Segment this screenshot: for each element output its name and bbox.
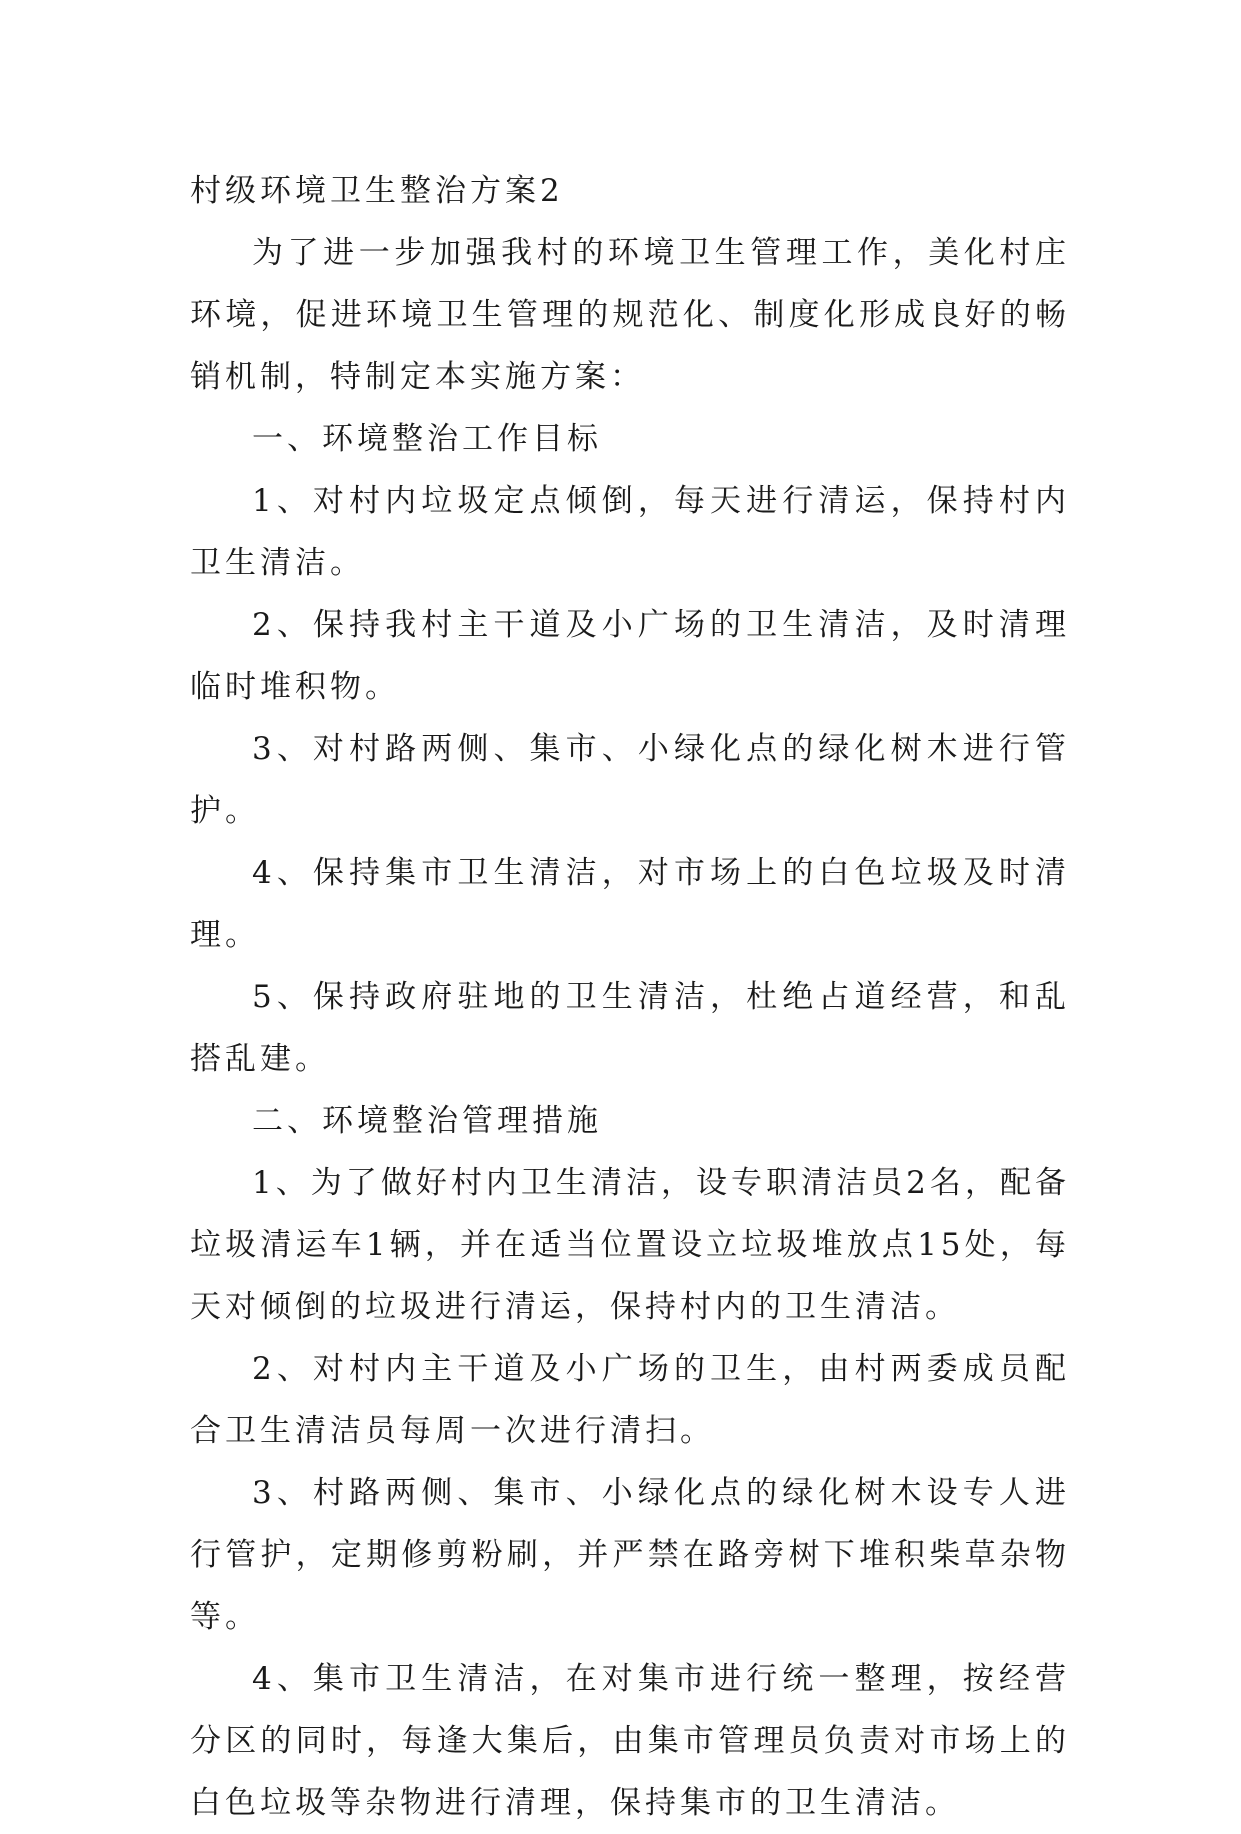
goal-item-4: 4、保持集市卫生清洁，对市场上的白色垃圾及时清理。 bbox=[190, 855, 1070, 953]
goal-item-1: 1、对村内垃圾定点倾倒，每天进行清运，保持村内卫生清洁。 bbox=[190, 483, 1070, 581]
goal-item-2: 2、保持我村主干道及小广场的卫生清洁，及时清理临时堆积物。 bbox=[190, 607, 1070, 705]
measure-item-4: 4、集市卫生清洁，在对集市进行统一整理，按经营分区的同时，每逢大集后，由集市管理员负责对市场上的白色垃圾等杂物进行清理，保持集市的卫生清洁。 bbox=[190, 1661, 1070, 1821]
measure-item-2: 2、对村内主干道及小广场的卫生，由村两委成员配合卫生清洁员每周一次进行清扫。 bbox=[190, 1351, 1070, 1449]
paragraph-intro: 为了进一步加强我村的环境卫生管理工作，美化村庄环境，促进环境卫生管理的规范化、制度化形成良好的畅销机制，特制定本实施方案： bbox=[190, 235, 1070, 395]
section-heading-measures: 二、环境整治管理措施 bbox=[252, 1103, 602, 1139]
document-body bbox=[190, 160, 1070, 1834]
measure-item-1: 1、为了做好村内卫生清洁，设专职清洁员2名，配备垃圾清运车1辆，并在适当位置设立垃圾堆放点15处，每天对倾倒的垃圾进行清运，保持村内的卫生清洁。 bbox=[190, 1165, 1070, 1325]
measure-item-3: 3、村路两侧、集市、小绿化点的绿化树木设专人进行管护，定期修剪粉刷，并严禁在路旁树下堆积柴草杂物等。 bbox=[190, 1475, 1070, 1635]
goal-item-3: 3、对村路两侧、集市、小绿化点的绿化树木进行管护。 bbox=[190, 731, 1070, 829]
goal-item-5: 5、保持政府驻地的卫生清洁，杜绝占道经营，和乱搭乱建。 bbox=[190, 979, 1070, 1077]
document-title: 村级环境卫生整治方案2 bbox=[190, 173, 564, 209]
section-heading-goals: 一、环境整治工作目标 bbox=[252, 421, 602, 457]
